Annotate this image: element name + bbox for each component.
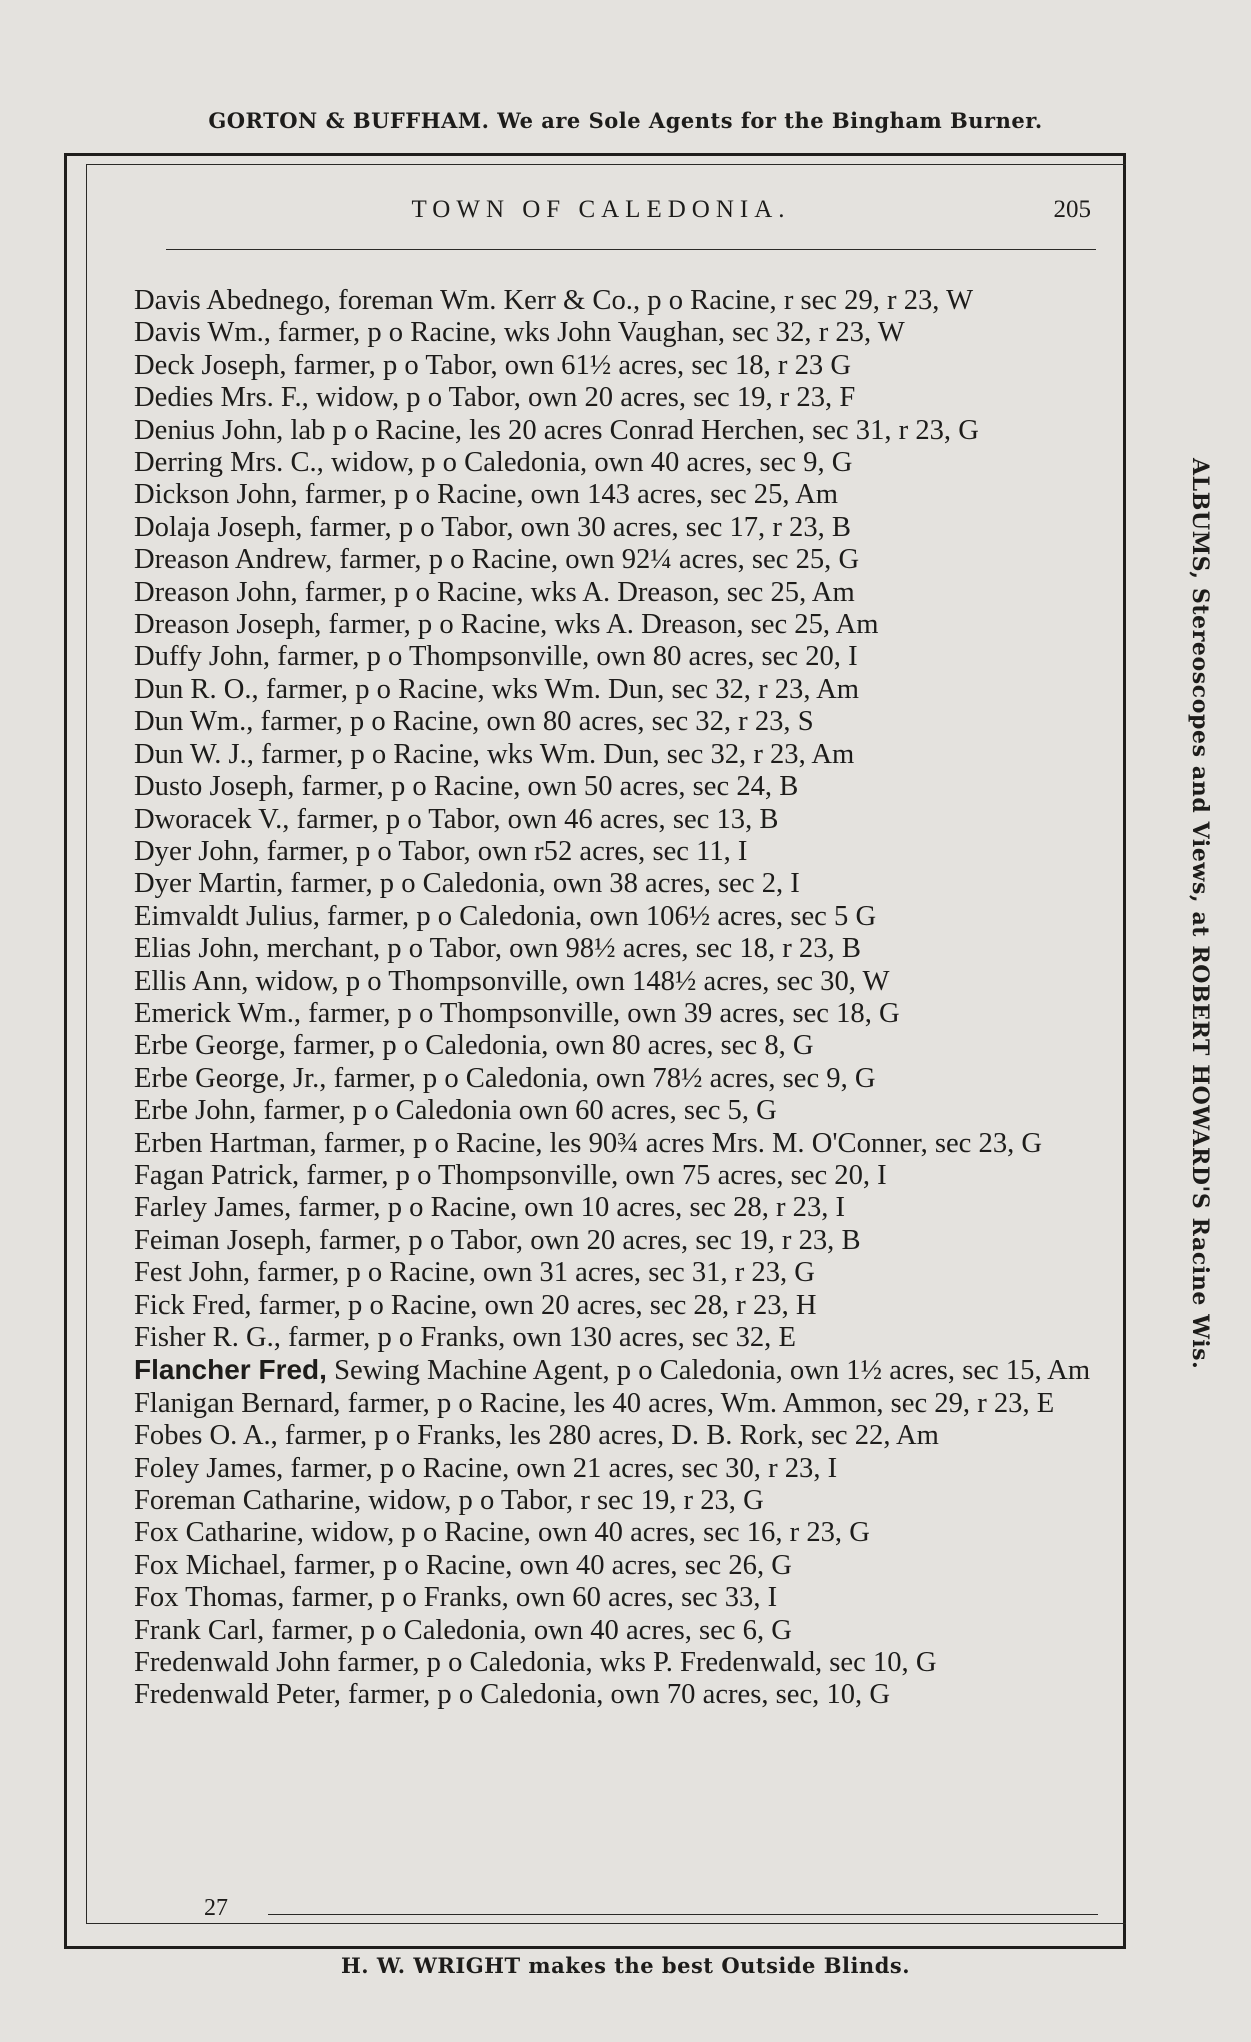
directory-entry [134,706,1100,738]
entry-text: Dreason Andrew, farmer, p o Racine, own 92¼ acres, sec 25, G [134,544,860,576]
directory-entry [134,1420,1100,1452]
directory-entry [134,1063,1100,1095]
directory-entry [134,771,1100,803]
entry-text: Farley James, farmer, p o Racine, own 10 acres, sec 28, r 23, I [134,1192,846,1224]
entry-text: Ellis Ann, widow, p o Thompsonville, own 148½ acres, sec 30, W [134,965,890,997]
directory-entry [134,415,1100,447]
entry-text: Feiman Joseph, farmer, p o Tabor, own 20 acres, sec 19, r 23, B [134,1224,861,1256]
page-number: 205 [1053,196,1091,223]
entry-text: Erbe George, farmer, p o Caledonia, own 80 acres, sec 8, G [134,1030,814,1062]
directory-entry [134,1095,1100,1127]
entry-text: Foley James, farmer, p o Racine, own 21 acres, sec 30, r 23, I [134,1452,838,1484]
directory-entry [134,1257,1100,1289]
directory-entry [134,998,1100,1030]
entry-text: Dyer Martin, farmer, p o Caledonia, own 38 acres, sec 2, I [134,868,800,900]
directory-entry [134,966,1100,998]
directory-entry [134,285,1100,317]
entry-text: Sewing Machine Agent, p o Caledonia, own 1½ acres, sec 15, Am [326,1355,1091,1387]
directory-entry [134,1517,1100,1549]
signature-mark: 27 [204,1895,228,1921]
entry-text: Davis Abednego, foreman Wm. Kerr & Co., p o Racine, r sec 29, r 23, W [134,285,974,316]
directory-entry [134,1030,1100,1062]
directory-entry [134,1354,1100,1387]
entry-text: Fredenwald John farmer, p o Caledonia, wks P. Fredenwald, sec 10, G [134,1647,937,1679]
entry-text: Davis Wm., farmer, p o Racine, wks John Vaughan, sec 32, r 23, W [134,317,905,349]
running-header [86,196,1126,236]
directory-entry [134,479,1100,511]
directory-entry [134,1225,1100,1257]
directory-entry [134,1388,1100,1420]
entry-text: Frank Carl, farmer, p o Caledonia, own 40 acres, sec 6, G [134,1614,792,1646]
entry-text: Fagan Patrick, farmer, p o Thompsonville, own 75 acres, sec 20, I [134,1159,887,1191]
entry-text: Dreason John, farmer, p o Racine, wks A. Dreason, sec 25, Am [134,576,855,608]
directory-entry [134,1322,1100,1354]
entry-text: Fredenwald Peter, farmer, p o Caledonia, own 70 acres, sec, 10, G [134,1679,890,1711]
directory-entry [134,1550,1100,1582]
directory-entry [134,868,1100,900]
entry-bold-name: Flancher Fred, [134,1354,327,1386]
entry-text: Dyer John, farmer, p o Tabor, own r52 acres, sec 11, I [134,835,748,867]
entry-text: Dun Wm., farmer, p o Racine, own 80 acres, sec 32, r 23, S [134,706,814,738]
directory-entry [134,447,1100,479]
entry-text: Erbe George, Jr., farmer, p o Caledonia, own 78½ acres, sec 9, G [134,1062,876,1094]
directory-entry [134,674,1100,706]
entry-text: Dun R. O., farmer, p o Racine, wks Wm. Dun, sec 32, r 23, Am [134,673,859,705]
entry-text: Dun W. J., farmer, p o Racine, wks Wm. Dun, sec 32, r 23, Am [134,738,855,770]
directory-entry [134,804,1100,836]
directory-listing [134,285,1100,1712]
directory-entry [134,1290,1100,1322]
side-advertisement: ALBUMS, Stereoscopes and Views, at ROBERT HOWARD'S Racine Wis. [1187,458,1213,1370]
entry-text: Fobes O. A., farmer, p o Franks, les 280 acres, D. B. Rork, sec 22, Am [134,1420,939,1452]
entry-text: Dworacek V., farmer, p o Tabor, own 46 acres, sec 13, B [134,803,779,835]
entry-text: Fox Thomas, farmer, p o Franks, own 60 acres, sec 33, I [134,1582,778,1614]
entry-text: Foreman Catharine, widow, p o Tabor, r sec 19, r 23, G [134,1485,764,1517]
entry-text: Emerick Wm., farmer, p o Thompsonville, own 39 acres, sec 18, G [134,997,900,1029]
directory-entry [134,641,1100,673]
entry-text: Fisher R. G., farmer, p o Franks, own 130 acres, sec 32, E [134,1322,796,1353]
directory-entry [134,609,1100,641]
entry-text: Dusto Joseph, farmer, p o Racine, own 50 acres, sec 24, B [134,771,799,803]
entry-text: Dedies Mrs. F., widow, p o Tabor, own 20 acres, sec 19, r 23, F [134,382,856,414]
directory-entry [134,317,1100,349]
entry-text: Deck Joseph, farmer, p o Tabor, own 61½ acres, sec 18, r 23 G [134,349,851,381]
entry-text: Elias John, merchant, p o Tabor, own 98½ acres, sec 18, r 23, B [134,933,861,965]
entry-text: Duffy John, farmer, p o Thompsonville, own 80 acres, sec 20, I [134,641,858,673]
directory-entry [134,1582,1100,1614]
entry-text: Denius John, lab p o Racine, les 20 acres Conrad Herchen, sec 31, r 23, G [134,414,979,446]
directory-entry [134,933,1100,965]
bottom-advertisement: H. W. WRIGHT makes the best Outside Blinds. [340,1953,911,1978]
directory-entry [134,1615,1100,1647]
entry-text: Dolaja Joseph, farmer, p o Tabor, own 30 acres, sec 17, r 23, B [134,511,851,543]
entry-text: Fest John, farmer, p o Racine, own 31 acres, sec 31, r 23, G [134,1257,815,1289]
directory-entry [134,1192,1100,1224]
directory-entry [134,350,1100,382]
directory-entry [134,382,1100,414]
entry-text: Dickson John, farmer, p o Racine, own 143 acres, sec 25, Am [134,479,838,511]
directory-entry [134,512,1100,544]
entry-text: Fick Fred, farmer, p o Racine, own 20 acres, sec 28, r 23, H [134,1289,817,1321]
page-title: TOWN OF CALEDONIA. [411,196,791,223]
footer-divider [268,1914,1098,1915]
directory-entry [134,1485,1100,1517]
directory-entry [134,1679,1100,1711]
directory-entry [134,577,1100,609]
directory-entry [134,544,1100,576]
header-divider [166,249,1096,250]
directory-entry [134,1128,1100,1160]
entry-text: Flanigan Bernard, farmer, p o Racine, les 40 acres, Wm. Ammon, sec 29, r 23, E [134,1387,1055,1419]
entry-text: Fox Catharine, widow, p o Racine, own 40 acres, sec 16, r 23, G [134,1517,870,1549]
entry-text: Eimvaldt Julius, farmer, p o Caledonia, own 106½ acres, sec 5 G [134,900,877,932]
directory-entry [134,1160,1100,1192]
directory-entry [134,836,1100,868]
entry-text: Erben Hartman, farmer, p o Racine, les 90¾ acres Mrs. M. O'Conner, sec 23, G [134,1127,1043,1159]
directory-entry [134,739,1100,771]
top-advertisement: GORTON & BUFFHAM. We are Sole Agents for the Bingham Burner. [208,108,1043,133]
entry-text: Dreason Joseph, farmer, p o Racine, wks A. Dreason, sec 25, Am [134,609,879,641]
entry-text: Fox Michael, farmer, p o Racine, own 40 acres, sec 26, G [134,1549,792,1581]
directory-entry [134,901,1100,933]
entry-text: Erbe John, farmer, p o Caledonia own 60 acres, sec 5, G [134,1095,777,1127]
entry-text: Derring Mrs. C., widow, p o Caledonia, own 40 acres, sec 9, G [134,447,853,479]
directory-entry [134,1647,1100,1679]
directory-entry [134,1453,1100,1485]
